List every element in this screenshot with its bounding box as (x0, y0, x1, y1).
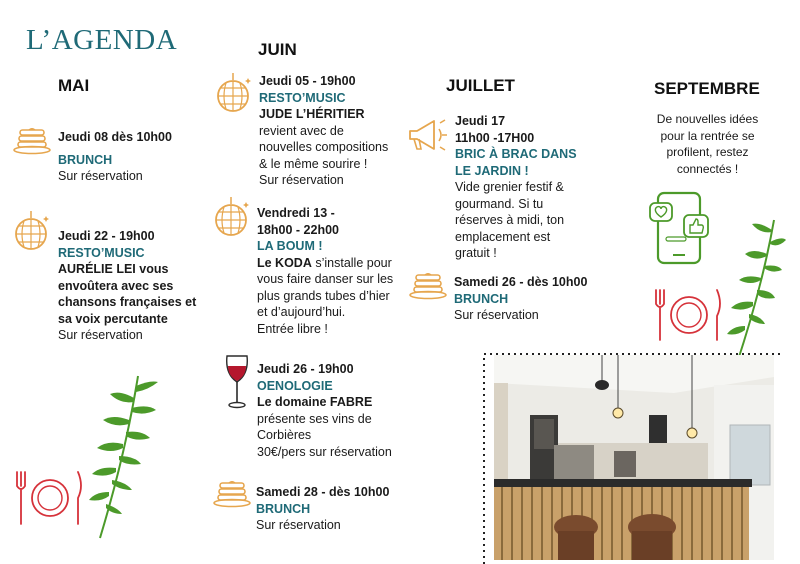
disco-ball-icon (10, 210, 52, 252)
event-line: & le même sourire ! (259, 156, 368, 171)
month-heading-mai: MAI (58, 76, 90, 95)
event-title: BRIC À BRAC DANS (455, 147, 577, 161)
palm-leaf-icon (86, 372, 166, 542)
event-date: Samedi 26 - dès 10h00 (454, 275, 588, 289)
event-line: 30€/pers sur réservation (257, 444, 392, 459)
event-line: plus grands tubes d’hier (257, 288, 390, 303)
fork-plate-knife-icon (651, 288, 725, 344)
smartphone-social-icon (648, 185, 720, 267)
septembre-text (645, 111, 770, 177)
event-mai-08-brunch (58, 129, 172, 185)
event-bold-line: envoûtera avec ses (58, 278, 174, 293)
event-title: BRUNCH (58, 152, 113, 167)
event-line: Sur réservation (256, 518, 341, 532)
event-date: 18h00 - 22h00 (257, 222, 339, 237)
event-date: 11h00 -17H00 (455, 130, 535, 145)
event-line: Vide grenier festif & (455, 180, 564, 194)
disco-ball-icon (210, 196, 252, 238)
month-heading-septembre: SEPTEMBRE (654, 79, 760, 98)
event-line: nouvelles compositions (259, 140, 389, 154)
cafe-interior-photo (494, 355, 774, 560)
event-title: LE JARDIN ! (455, 163, 529, 178)
event-title: LA BOUM ! (257, 239, 323, 253)
event-title: RESTO’MUSIC (259, 90, 346, 105)
pancakes-icon (408, 270, 448, 300)
septembre-line: pour la rentrée se (660, 128, 755, 143)
event-line: gratuit ! (455, 246, 497, 260)
event-line: vous faire danser sur les (257, 272, 394, 286)
event-line: Entrée libre ! (257, 321, 328, 336)
event-date: Jeudi 26 - 19h00 (257, 362, 354, 376)
event-bold-lead: Le KODA (257, 255, 312, 270)
event-line: et d’aujourd’hui. (257, 305, 346, 319)
fork-plate-knife-icon (12, 468, 86, 528)
event-line: Sur réservation (454, 308, 539, 322)
month-heading-juin: JUIN (258, 40, 297, 59)
event-title: BRUNCH (256, 501, 311, 516)
event-date: Samedi 28 - dès 10h00 (256, 485, 390, 499)
disco-ball-icon (212, 72, 254, 114)
event-title: BRUNCH (454, 291, 509, 306)
event-juin-13-laboum (257, 205, 393, 337)
event-bold-line: AURÉLIE LEI vous (58, 262, 169, 276)
event-lead-rest: s’installe pour (311, 255, 392, 270)
event-bold-line: sa voix percutante (58, 311, 168, 326)
palm-leaf-icon (716, 218, 786, 368)
event-mai-22-restomusic (58, 228, 196, 344)
page-title: L’AGENDA (26, 24, 178, 56)
event-date: Vendredi 13 - (257, 206, 335, 220)
month-heading-juillet: JUILLET (446, 76, 515, 95)
septembre-line: connectés ! (676, 161, 739, 176)
event-title: OENOLOGIE (257, 378, 333, 393)
event-bold-line: JUDE L’HÉRITIER (259, 107, 365, 121)
event-line: revient avec de (259, 123, 344, 138)
septembre-line: De nouvelles idées (656, 112, 759, 126)
event-line: gourmand. Si tu (455, 196, 544, 211)
event-line: réserves à midi, ton (455, 213, 565, 227)
megaphone-icon (404, 115, 448, 155)
pancakes-icon (12, 125, 52, 155)
event-juillet-17-bricabrac (455, 113, 577, 262)
event-line: Sur réservation (58, 169, 143, 183)
event-bold-line: chansons françaises et (58, 295, 197, 309)
event-date: Jeudi 08 dès 10h00 (58, 130, 172, 144)
event-date: Jeudi 22 - 19h00 (58, 229, 155, 243)
event-line (257, 255, 393, 272)
event-line: Sur réservation (58, 328, 143, 342)
event-line: emplacement est (455, 229, 551, 244)
septembre-line: profilent, restez (666, 145, 749, 159)
event-juin-05-restomusic (259, 73, 388, 189)
event-line: présente ses vins de (257, 411, 372, 426)
pancakes-icon (212, 478, 252, 508)
wine-glass-icon (224, 354, 250, 410)
event-date: Jeudi 05 - 19h00 (259, 74, 356, 88)
event-juin-26-oenologie (257, 361, 392, 460)
cafe-interior-illustration (494, 355, 774, 560)
event-juillet-26-brunch (454, 274, 587, 324)
event-bold-line: Le domaine FABRE (257, 395, 373, 409)
event-title: RESTO’MUSIC (58, 245, 145, 260)
event-date: Jeudi 17 (455, 114, 506, 128)
event-line: Corbières (257, 428, 312, 442)
event-juin-28-brunch (256, 484, 389, 534)
event-line: Sur réservation (259, 173, 344, 187)
